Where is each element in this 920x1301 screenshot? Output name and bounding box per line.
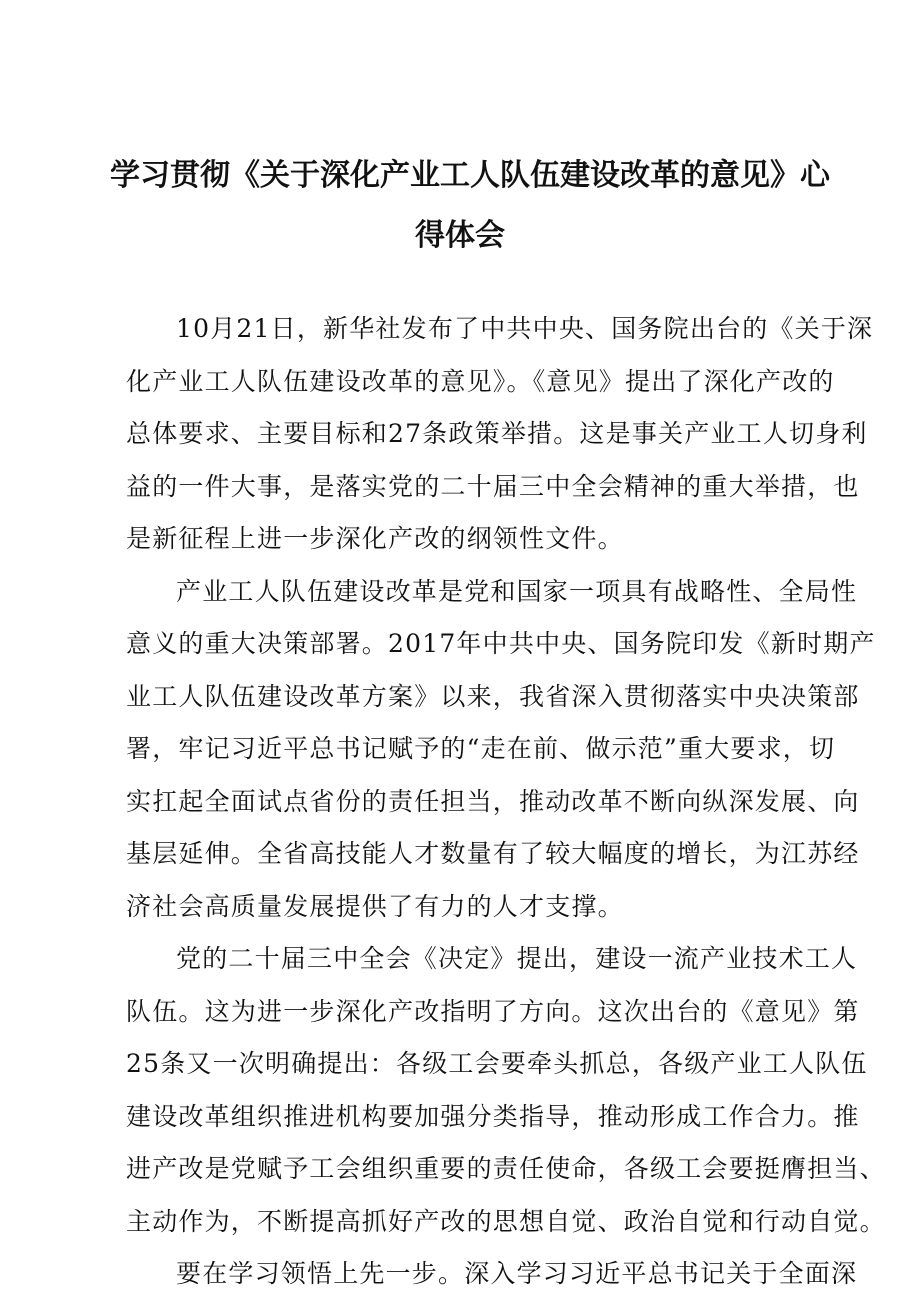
text-line: 益的一件大事，是落实党的二十届三中全会精神的重大举措，也	[126, 471, 860, 501]
text-line: 业工人队伍建设改革方案》以来，我省深入贯彻落实中央决策部	[126, 681, 860, 711]
text-line: 总体要求、主要目标和27条政策举措。这是事关产业工人切身利	[126, 419, 868, 448]
text-line: 10月21日，新华社发布了中共中央、国务院出台的《关于深	[176, 314, 874, 343]
paragraph	[126, 566, 876, 934]
paragraph	[126, 303, 874, 566]
text-line: 意义的重大决策部署。2017年中共中央、国务院印发《新时期产	[126, 629, 876, 658]
text-line: 基层延伸。全省高技能人才数量有了较大幅度的增长，为江苏经	[126, 839, 860, 868]
text-line: 济社会高质量发展提供了有力的人才支撑。	[126, 891, 624, 921]
text-line: 产业工人队伍建设改革是党和国家一项具有战略性、全局性	[176, 576, 858, 606]
paragraph	[126, 933, 886, 1248]
text-line: 建设改革组织推进机构要加强分类指导，推动形成工作合力。推	[126, 1101, 860, 1131]
text-line: 署，牢记习近平总书记赋予的“走在前、做示范”重大要求，切	[126, 734, 836, 763]
document-title	[110, 146, 830, 266]
text-line: 进产改是党赋予工会组织重要的责任使命，各级工会要挺膺担当、	[126, 1154, 886, 1183]
text-line: 25条又一次明确提出：各级工会要牵头抓总，各级产业工人队伍	[126, 1049, 868, 1078]
document-body	[126, 303, 886, 1301]
text-line: 化产业工人队伍建设改革的意见》。《意见》提出了深化产改的	[126, 366, 835, 396]
paragraph	[126, 1248, 858, 1301]
text-line: 队伍。这为进一步深化产改指明了方向。这次出台的《意见》第	[126, 996, 860, 1026]
text-line: 要在学习领悟上先一步。深入学习习近平总书记关于全面深	[176, 1259, 858, 1288]
title-line: 得体会	[415, 218, 505, 253]
title-line: 学习贯彻《关于深化产业工人队伍建设改革的意见》心	[110, 158, 830, 193]
text-line: 党的二十届三中全会《决定》提出，建设一流产业技术工人	[176, 944, 858, 973]
text-line: 是新征程上进一步深化产改的纲领性文件。	[126, 524, 624, 553]
text-line: 实扛起全面试点省份的责任担当，推动改革不断向纵深发展、向	[126, 786, 860, 816]
text-line: 主动作为，不断提高抓好产改的思想自觉、政治自觉和行动自觉。	[126, 1206, 886, 1236]
